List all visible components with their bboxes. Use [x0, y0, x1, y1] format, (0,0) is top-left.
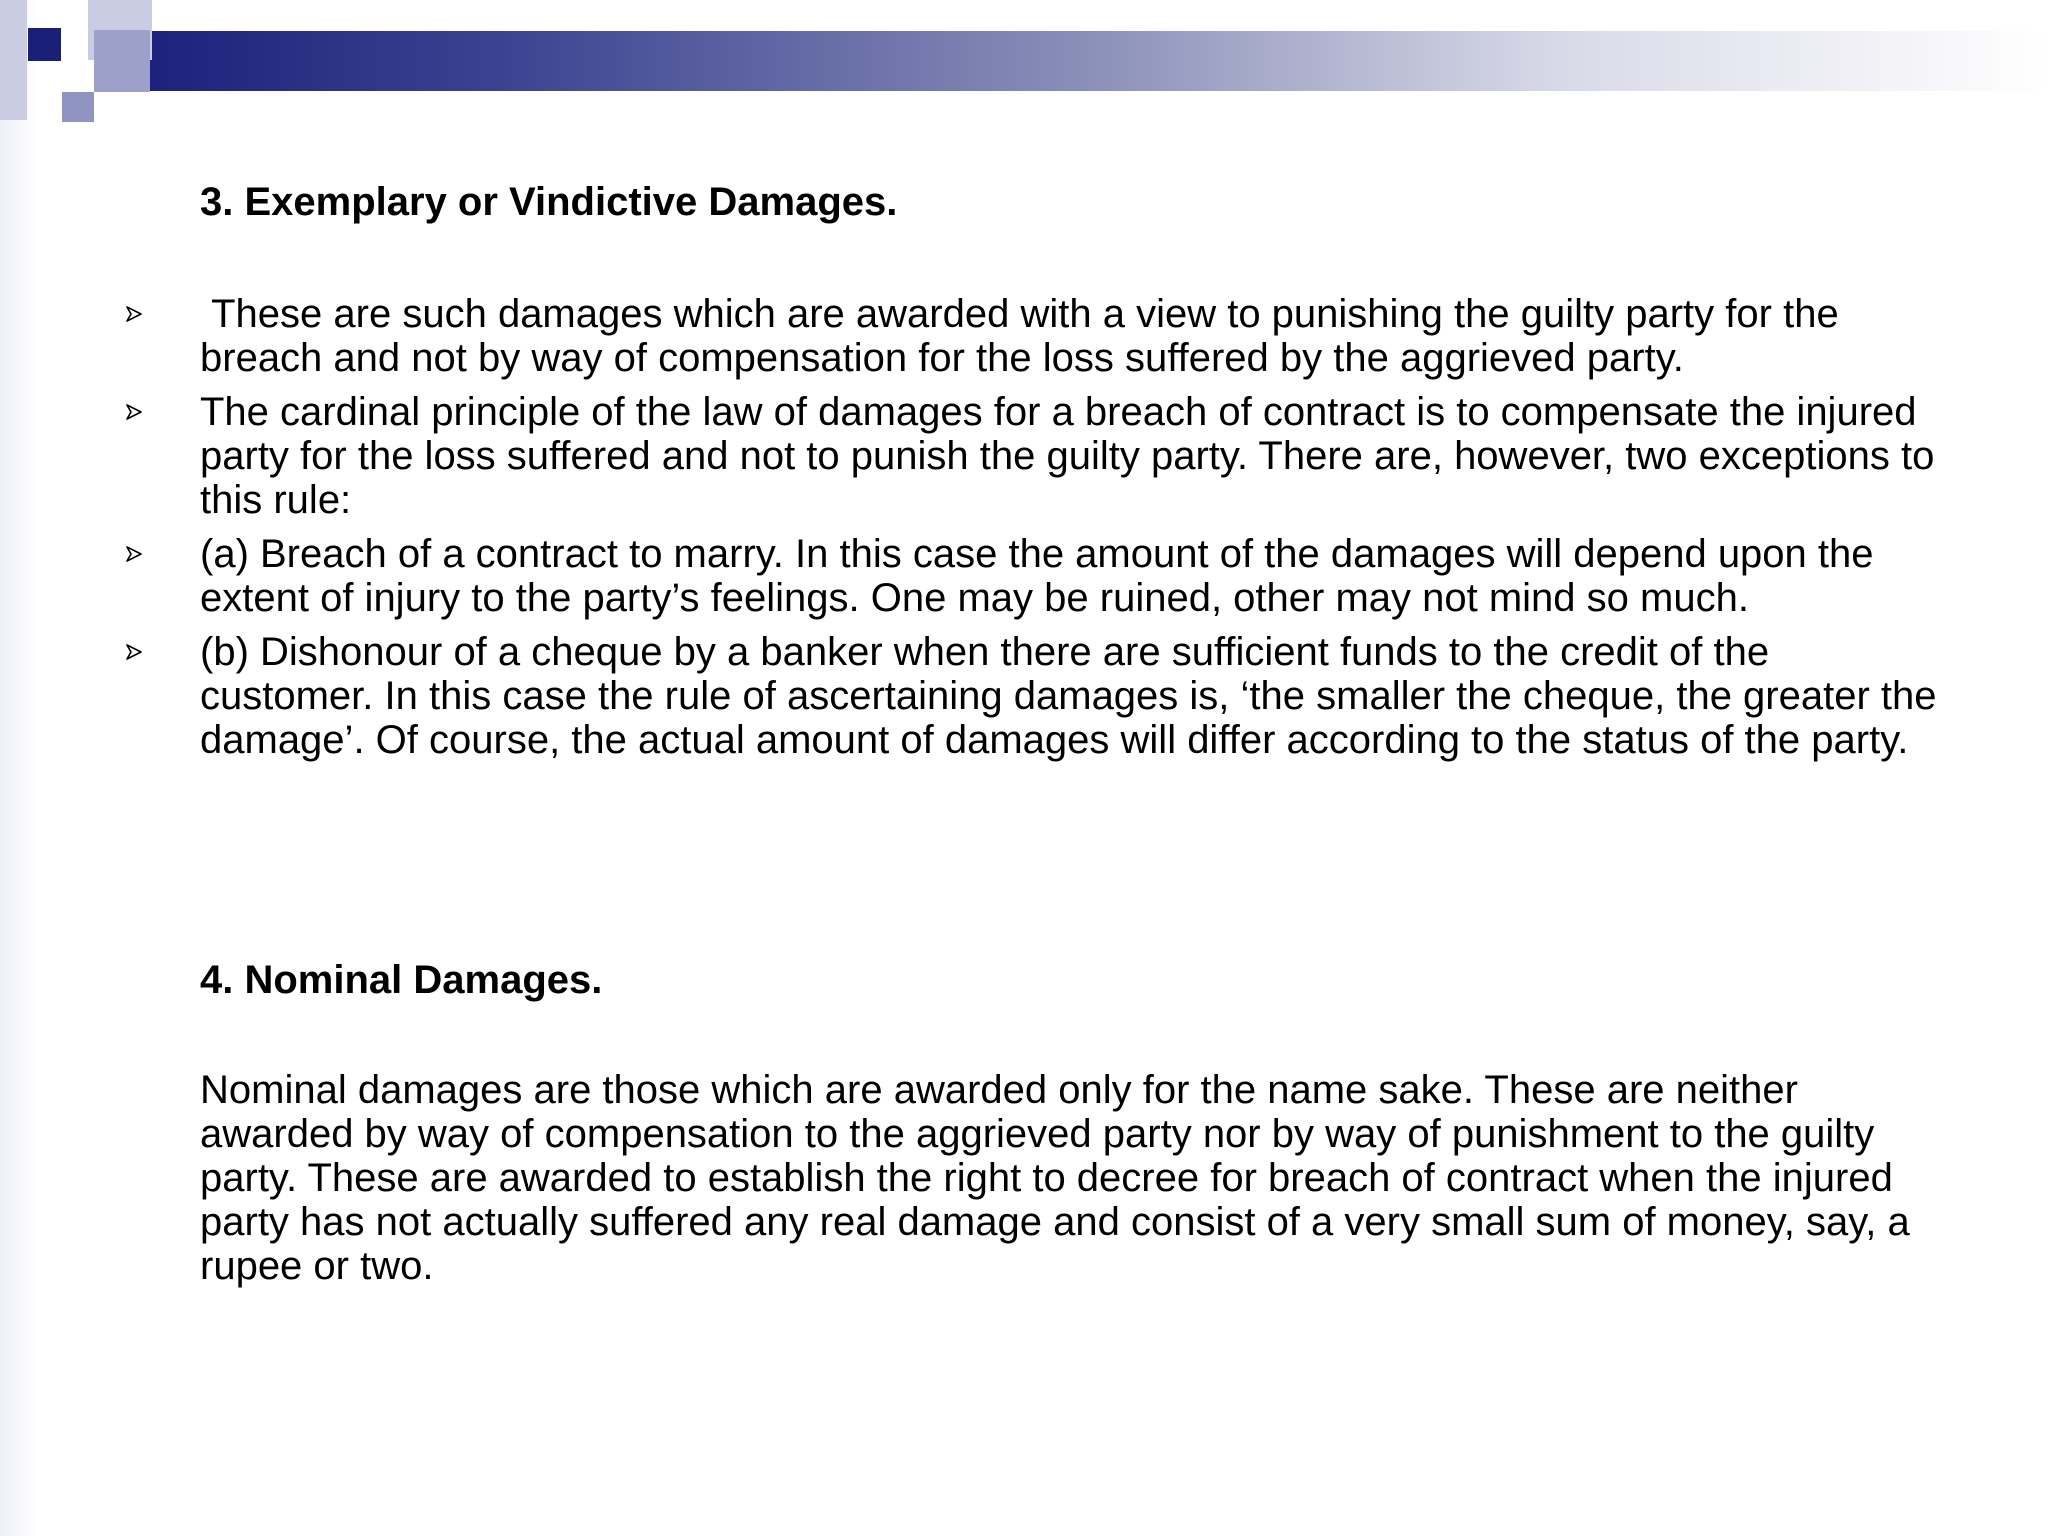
bullet-text: The cardinal principle of the law of damages for a breach of contract is to compensate the injured party for the loss suffered and not to punish the guilty party. There are, however, two exceptions to this rule:: [200, 390, 1935, 522]
bullet-text: (b) Dishonour of a cheque by a banker when there are sufficient funds to the credit of the customer. In this case the rule of ascertaining damages is, ‘the smaller the cheque, the greater the damage’. Of course, the actual amount of damages will differ according to the status of the party.: [200, 630, 1937, 762]
arrowhead-bullet-icon: [124, 544, 144, 564]
arrowhead-bullet-icon: [124, 304, 144, 324]
section-3-bullet-list: [0, 292, 2048, 772]
arrowhead-bullet-icon: [124, 642, 144, 662]
bullet-item: [0, 630, 1940, 762]
bullet-text: These are such damages which are awarded with a view to punishing the guilty party for the breach and not by way of compensation for the loss suffered by the aggrieved party.: [200, 292, 1850, 380]
bullet-item: [0, 292, 1940, 380]
section-3-heading: 3. Exemplary or Vindictive Damages.: [200, 180, 898, 224]
bullet-text: (a) Breach of a contract to marry. In this case the amount of the damages will depend upon the extent of injury to the party’s feelings. One may be ruined, other may not mind so much.: [200, 532, 1874, 620]
section-4-paragraph: Nominal damages are those which are awarded only for the name sake. These are neither awarded by way of compensation to the aggrieved party nor by way of punishment to the guilty party. These are awarded to establish the right to decree for breach of contract when the injured party has not actually suffered any real damage and consist of a very small sum of money, say, a rupee or two.: [200, 1068, 1910, 1288]
bullet-item: [0, 532, 1940, 620]
section-4-heading: 4. Nominal Damages.: [200, 958, 603, 1002]
arrowhead-bullet-icon: [124, 402, 144, 422]
bullet-item: [0, 390, 1940, 522]
